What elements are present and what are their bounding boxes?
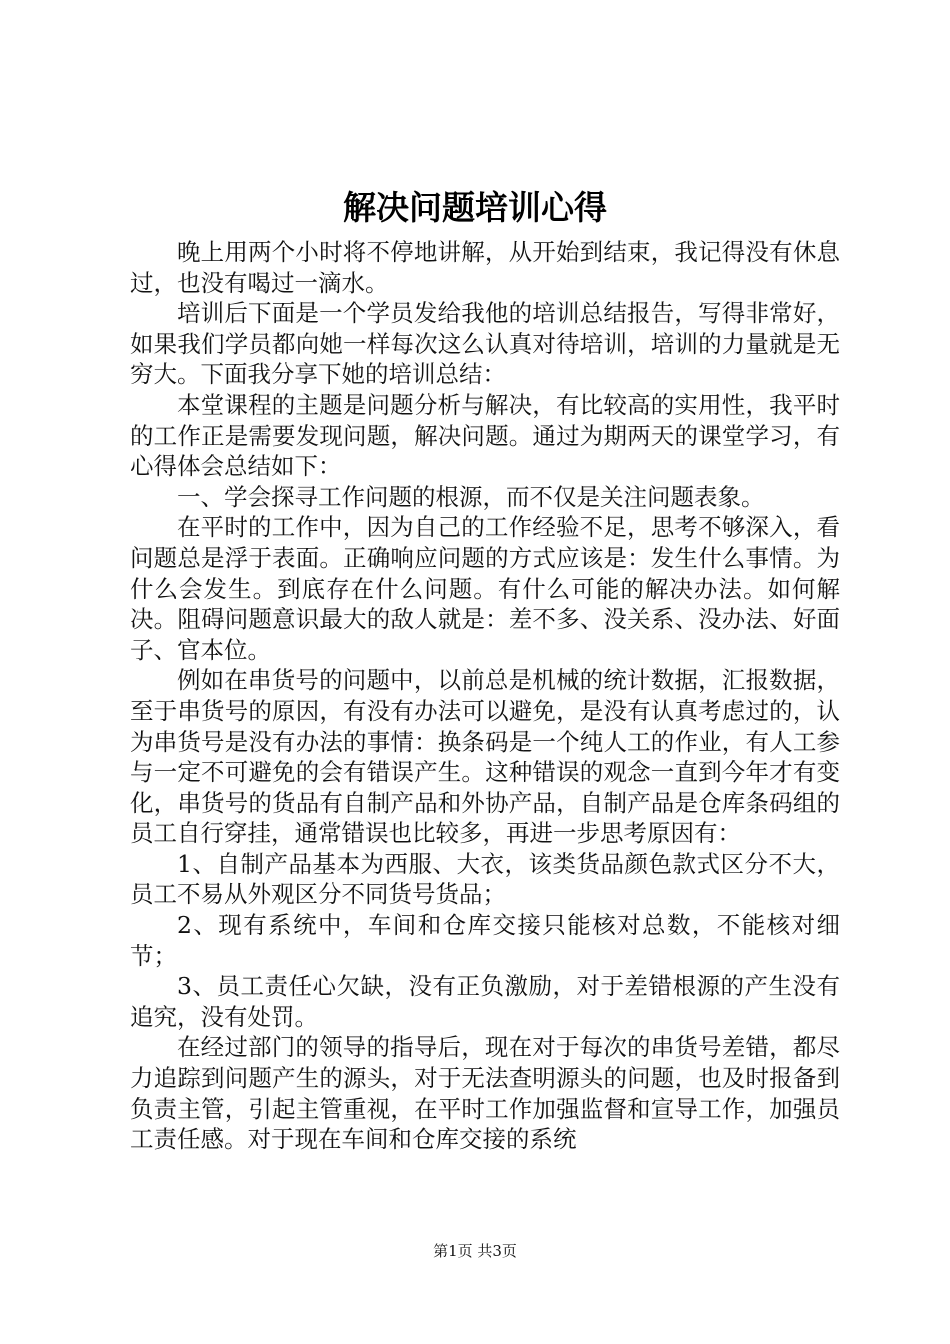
paragraph-5: 例如在串货号的问题中，以前总是机械的统计数据，汇报数据，至于串货号的原因，有没有办法可以避免，是没有认真考虑过的，认为串货号是没有办法的事情：换条码是一个纯人工的作业，有人工参与一定不可避免的会有错误产生。这种错误的观念一直到今年才有变化，串货号的货品有自制产品和外协产品，自制产品是仓库条码组的员工自行穿挂，通常错误也比较多，再进一步思考原因有： <box>130 666 840 848</box>
page-number-footer: 第1页 共3页 <box>433 1242 517 1260</box>
list-item-1: 1、自制产品基本为西服、大衣，该类货品颜色款式区分不大，员工不易从外观区分不同货号货品； <box>130 849 840 909</box>
paragraph-1: 晚上用两个小时将不停地讲解，从开始到结束，我记得没有休息过，也没有喝过一滴水。 <box>130 238 840 297</box>
list-item-3: 3、员工责任心欠缺，没有正负激励，对于差错根源的产生没有追究，没有处罚。 <box>130 972 840 1031</box>
paragraph-3: 本堂课程的主题是问题分析与解决，有比较高的实用性，我平时的工作正是需要发现问题，解决问题。通过为期两天的课堂学习，有心得体会总结如下： <box>130 390 840 481</box>
document-body <box>130 237 840 1155</box>
document-title: 解决问题培训心得 <box>343 188 607 227</box>
paragraph-6: 在经过部门的领导的指导后，现在对于每次的串货号差错，都尽力追踪到问题产生的源头，对于无法查明源头的问题，也及时报备到负责主管，引起主管重视，在平时工作加强监督和宣导工作，加强员工责任感。对于现在车间和仓库交接的系统 <box>130 1033 840 1154</box>
paragraph-2: 培训后下面是一个学员发给我他的培训总结报告，写得非常好，如果我们学员都向她一样每次这么认真对待培训，培训的力量就是无穷大。下面我分享下她的培训总结： <box>130 299 840 389</box>
list-item-2: 2、现有系统中，车间和仓库交接只能核对总数，不能核对细节； <box>130 911 840 970</box>
section-heading-1: 一、学会探寻工作问题的根源，而不仅是关注问题表象。 <box>177 482 765 511</box>
paragraph-4: 在平时的工作中，因为自己的工作经验不足，思考不够深入，看问题总是浮于表面。正确响应问题的方式应该是：发生什么事情。为什么会发生。到底存在什么问题。有什么可能的解决办法。如何解决。阻碍问题意识最大的敌人就是：差不多、没关系、没办法、好面子、官本位。 <box>130 513 840 664</box>
